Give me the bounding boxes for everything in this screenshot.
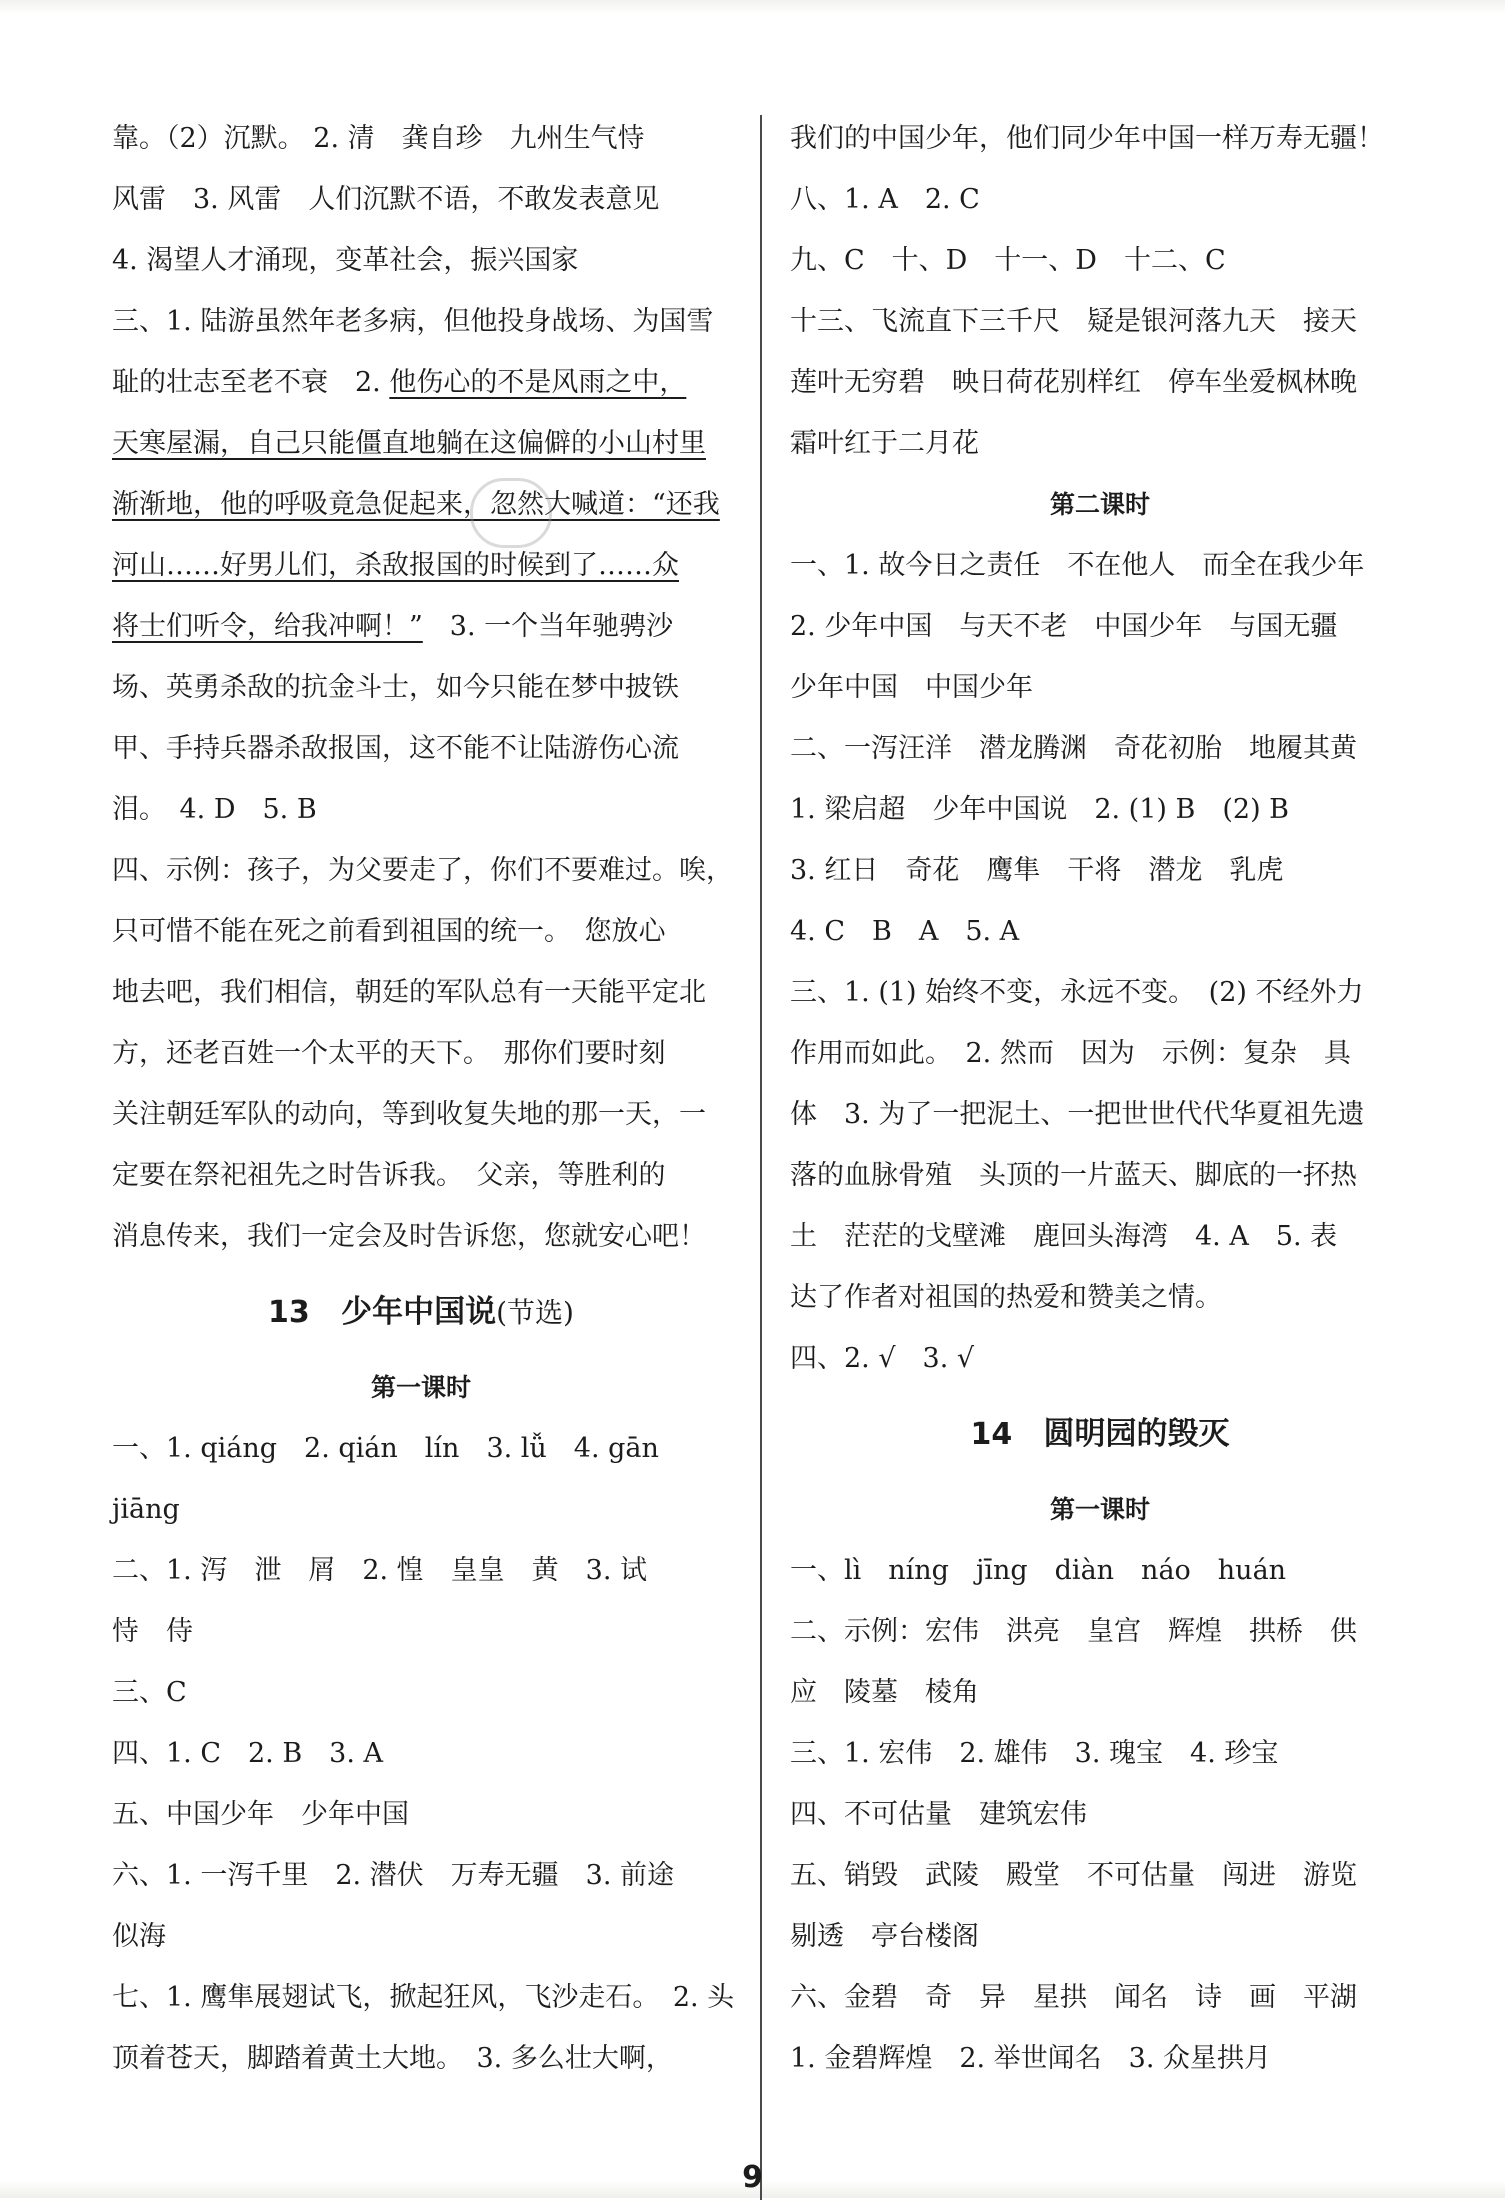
- lesson-selection-note: (节选): [496, 1296, 574, 1329]
- answer-line: 4. 渴望人才涌现，变革社会，振兴国家: [112, 245, 579, 276]
- answer-line: 九、C 十、D 十一、D 十二、C: [790, 245, 1226, 276]
- section-heading: 第二课时: [1049, 490, 1150, 519]
- answer-line: 三、1. (1) 始终不变，永远不变。 (2) 不经外力: [790, 977, 1364, 1008]
- answer-line: 六、金碧 奇 异 星拱 闻名 诗 画 平湖: [790, 1982, 1357, 2013]
- answer-line: 五、销毁 武陵 殿堂 不可估量 闯进 游览: [790, 1860, 1357, 1891]
- answer-line: 定要在祭祀祖先之时告诉我。 父亲，等胜利的: [112, 1160, 666, 1191]
- lesson-13-title: [112, 1267, 730, 1357]
- answer-line: 似海: [112, 1921, 166, 1952]
- answer-line: 恃 侍: [112, 1616, 193, 1647]
- answer-line: 甲、手持兵器杀敌报国，这不能不让陆游伤心流: [112, 733, 679, 764]
- answer-line: 顶着苍天，脚踏着黄土大地。 3. 多么壮大啊，: [112, 2043, 673, 2074]
- answer-line: 六、1. 一泻千里 2. 潜伏 万寿无疆 3. 前途: [112, 1860, 675, 1891]
- answer-line: 一、1. 故今日之责任 不在他人 而全在我少年: [790, 550, 1365, 581]
- answer-line: 关注朝廷军队的动向，等到收复失地的那一天，一: [112, 1099, 706, 1130]
- lesson-name: 圆明园的毁灭: [1043, 1416, 1230, 1452]
- underlined-quote: 河山……好男儿们，杀敌报国的时候到了……众: [112, 550, 679, 581]
- lesson-number: 14: [970, 1417, 1013, 1452]
- answer-line: 七、1. 鹰隼展翅试飞，掀起狂风，飞沙走石。 2. 头: [112, 1982, 735, 2013]
- answer-line: 我们的中国少年，他们同少年中国一样万寿无疆！: [790, 123, 1384, 154]
- answer-line: 四、示例：孩子，为父要走了，你们不要难过。唉，: [112, 855, 733, 886]
- underlined-quote: 他伤心的不是风雨之中，: [389, 367, 687, 398]
- answer-line: 二、1. 泻 泄 屑 2. 惶 皇皇 黄 3. 试: [112, 1555, 648, 1586]
- page-number: 9: [742, 2160, 763, 2195]
- answer-line: 霜叶红于二月花: [790, 428, 979, 459]
- lesson-14-title: [790, 1389, 1410, 1479]
- left-column: [112, 108, 735, 2089]
- section-heading: 第一课时: [370, 1373, 471, 1402]
- section-heading: 第一课时: [1049, 1495, 1150, 1524]
- answer-line: 场、英勇杀敌的抗金斗士，如今只能在梦中披铁: [112, 672, 679, 703]
- answer-line: 风雷 3. 风雷 人们沉默不语，不敢发表意见: [112, 184, 660, 215]
- answer-line: 剔透 亭台楼阁: [790, 1921, 979, 1952]
- answer-line: 泪。 4. D 5. B: [112, 794, 317, 825]
- answer-line: 靠。（2）沉默。 2. 清 龚自珍 九州生气恃: [112, 123, 645, 154]
- answer-line: 二、一泻汪洋 潜龙腾渊 奇花初胎 地履其黄: [790, 733, 1357, 764]
- answer-line: 三、1. 宏伟 2. 雄伟 3. 瑰宝 4. 珍宝: [790, 1738, 1279, 1769]
- answer-line: 消息传来，我们一定会及时告诉您，您就安心吧！: [112, 1221, 706, 1252]
- answer-line: 1. 梁启超 少年中国说 2. (1) B (2) B: [790, 794, 1290, 825]
- answer-line: 四、1. C 2. B 3. A: [112, 1738, 384, 1769]
- column-divider: [760, 115, 762, 2200]
- answer-line: 四、2. √ 3. √: [790, 1343, 975, 1374]
- answer-line: 十三、飞流直下三千尺 疑是银河落九天 接天: [790, 306, 1357, 337]
- answer-line: 4. C B A 5. A: [790, 916, 1020, 947]
- answer-line: 莲叶无穷碧 映日荷花别样红 停车坐爱枫林晚: [790, 367, 1357, 398]
- answer-line: 四、不可估量 建筑宏伟: [790, 1799, 1087, 1830]
- right-column: [790, 108, 1410, 2089]
- answer-line: 八、1. A 2. C: [790, 184, 980, 215]
- answer-line: jiāng: [112, 1494, 180, 1525]
- answer-line: 一、1. qiáng 2. qián lín 3. lǚ 4. gān: [112, 1433, 659, 1464]
- answer-line: 三、1. 陆游虽然年老多病，但他投身战场、为国雪: [112, 306, 714, 337]
- watermark-badge-icon: [470, 478, 552, 548]
- lesson-number: 13: [268, 1295, 310, 1330]
- answer-line: 土 茫茫的戈壁滩 鹿回头海湾 4. A 5. 表: [790, 1221, 1338, 1252]
- answer-line: 达了作者对祖国的热爱和赞美之情。: [790, 1282, 1222, 1313]
- answer-line: 1. 金碧辉煌 2. 举世闻名 3. 众星拱月: [790, 2043, 1272, 2074]
- answer-line: [112, 596, 730, 657]
- underlined-quote: 天寒屋漏，自己只能僵直地躺在这偏僻的小山村里: [112, 428, 706, 459]
- answer-line: 方，还老百姓一个太平的天下。 那你们要时刻: [112, 1038, 666, 1069]
- underlined-quote: 渐渐地，他的呼吸竟急促起来，忽然大喊道：“还我: [112, 489, 720, 520]
- answer-line: 二、示例：宏伟 洪亮 皇宫 辉煌 拱桥 供: [790, 1616, 1357, 1647]
- answer-line: 只可惜不能在死之前看到祖国的统一。 您放心: [112, 916, 666, 947]
- answer-line: 少年中国 中国少年: [790, 672, 1033, 703]
- answer-line: 应 陵墓 棱角: [790, 1677, 979, 1708]
- answer-line: 三、C: [112, 1677, 187, 1708]
- answer-line: 一、lì níng jīng diàn náo huán: [790, 1555, 1287, 1586]
- answer-line: 2. 少年中国 与天不老 中国少年 与国无疆: [790, 611, 1338, 642]
- answer-line: 作用而如此。 2. 然而 因为 示例：复杂 具: [790, 1038, 1351, 1069]
- answer-line: 3. 红日 奇花 鹰隼 干将 潜龙 乳虎: [790, 855, 1284, 886]
- answer-line: 五、中国少年 少年中国: [112, 1799, 409, 1830]
- answer-line: [112, 352, 730, 413]
- answer-line: 落的血脉骨殖 头顶的一片蓝天、脚底的一抔热: [790, 1160, 1357, 1191]
- answer-line: 体 3. 为了一把泥土、一把世世代代华夏祖先遗: [790, 1099, 1365, 1130]
- underlined-quote: 将士们听令，给我冲啊！”: [112, 611, 423, 642]
- answer-line: 地去吧，我们相信，朝廷的军队总有一天能平定北: [112, 977, 706, 1008]
- answer-text: 耻的壮志至老不衰 2.: [112, 367, 390, 398]
- lesson-name: 少年中国说: [341, 1294, 497, 1330]
- answer-text: 3. 一个当年驰骋沙: [422, 611, 674, 642]
